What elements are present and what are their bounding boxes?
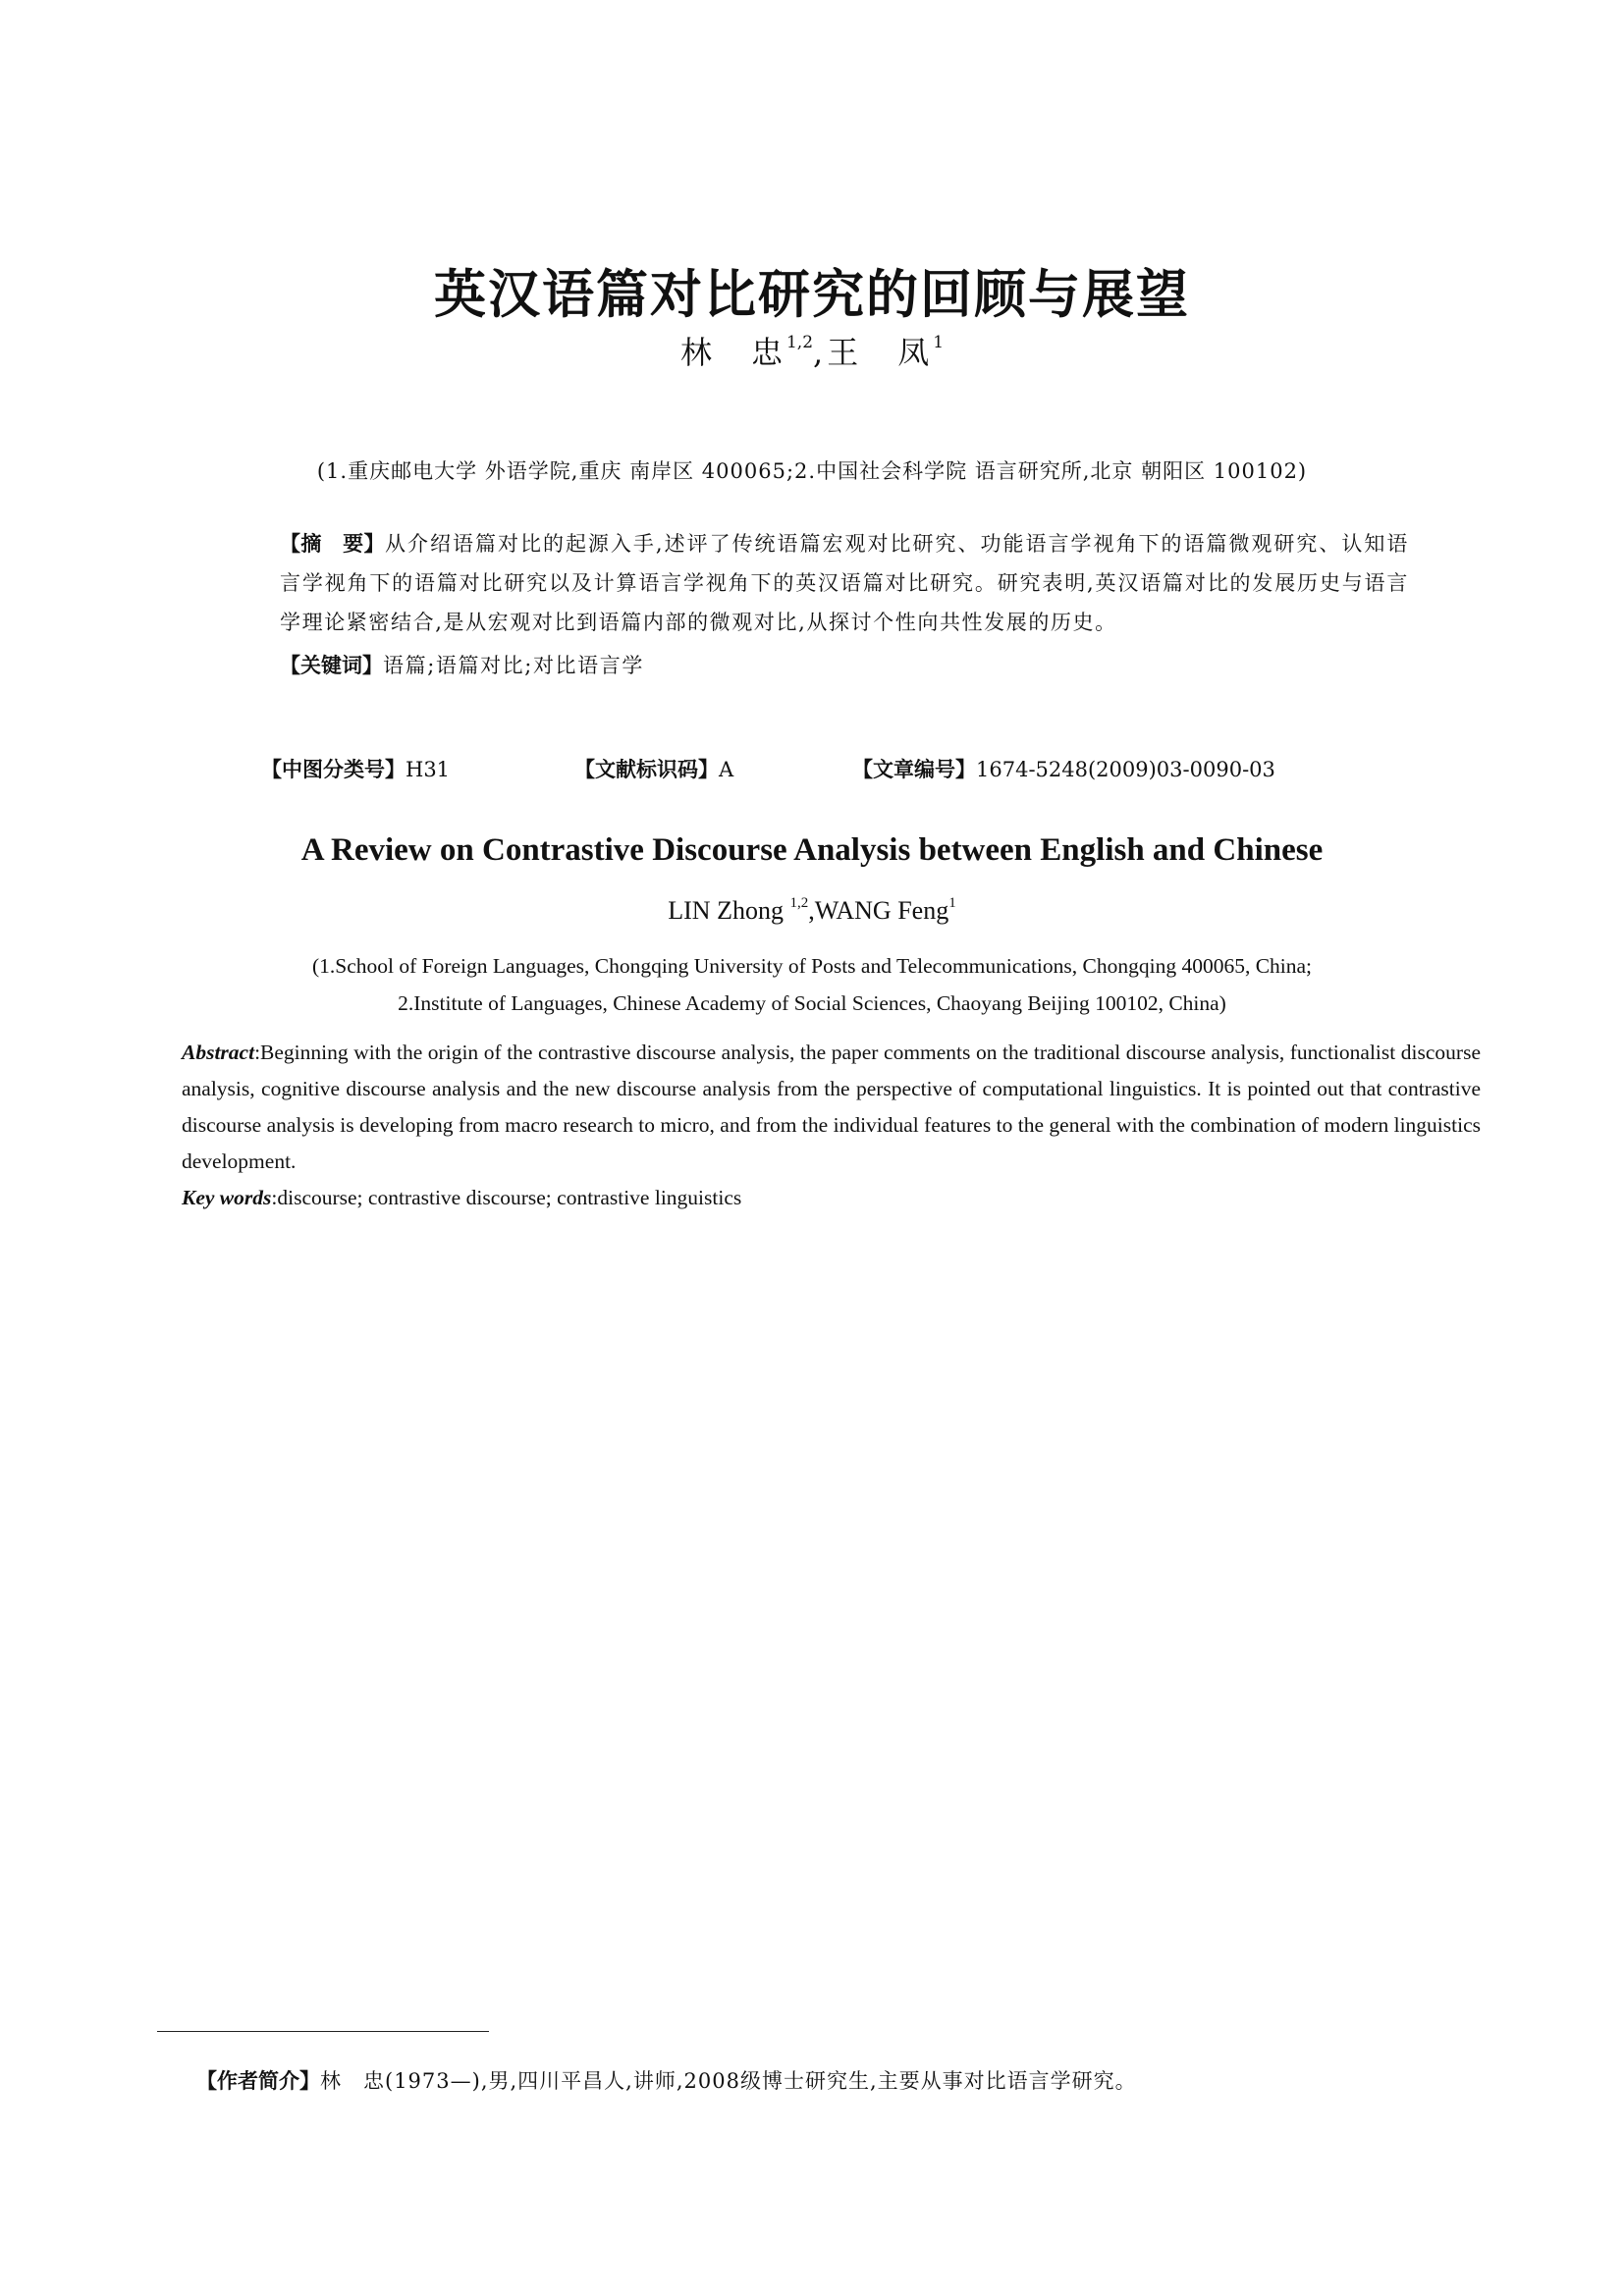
english-keywords-label: Key words — [182, 1186, 272, 1209]
chinese-keywords-label: 【关键词】 — [280, 654, 383, 677]
chinese-abstract-text: 从介绍语篇对比的起源入手,述评了传统语篇宏观对比研究、功能语言学视角下的语篇微观研究、认知语言学视角下的语篇对比研究以及计算语言学视角下的英汉语篇对比研究。研究表明,英汉语篇对比的发展历史与语言学理论紧密结合,是从宏观对比到语篇内部的微观对比,从探讨个性向共性发展的历史。 — [280, 532, 1410, 634]
chinese-abstract-block — [239, 524, 1409, 685]
english-title: A Review on Contrastive Discourse Analysis between English and Chinese — [300, 832, 1324, 868]
author-1-affil-marker: 1,2 — [785, 333, 814, 352]
author-2-affil-marker: 1 — [933, 333, 945, 352]
en-author-2-name: WANG Feng — [814, 896, 949, 925]
english-abstract-text: :Beginning with the origin of the contrastive discourse analysis, the paper comments on the traditional discourse analysis, functionalist discourse analysis, cognitive discourse analysis and the new discourse analysis from the perspective of computational linguistics. It is pointed out that contrastive discourse analysis is developing from macro research to micro, and from the individual features to the general with the combination of modern linguistics development. — [182, 1041, 1481, 1173]
article-number — [852, 754, 1275, 783]
chinese-keywords — [239, 646, 1409, 685]
document-code-value: A — [719, 758, 734, 781]
author-1-name: 林 忠 — [679, 334, 786, 371]
author-2-name: 王 凤 — [827, 334, 934, 371]
en-author-separator: , — [808, 896, 815, 925]
english-keywords — [157, 1180, 1481, 1216]
clc-value: H31 — [406, 758, 451, 781]
clc-label: 【中图分类号】 — [261, 758, 406, 781]
english-affiliation-line-1: (1.School of Foreign Languages, Chongqing University of Posts and Telecommunications, Chongqing 400065, China; — [311, 954, 1313, 978]
english-affiliation-line-2: 2.Institute of Languages, Chinese Academy of Social Sciences, Chaoyang Beijing 100102, China) — [398, 991, 1226, 1015]
chinese-keywords-text: 语篇;语篇对比;对比语言学 — [383, 654, 644, 677]
english-authors — [0, 895, 1624, 926]
en-author-1-affil-marker: 1,2 — [789, 895, 809, 911]
english-abstract-block — [157, 1035, 1481, 1216]
chinese-abstract — [239, 524, 1409, 642]
author-bio-text: 林 忠(1973—),男,四川平昌人,讲师,2008级博士研究生,主要从事对比语言学研究。 — [320, 2069, 1137, 2093]
english-keywords-text: :discourse; contrastive discourse; contrastive linguistics — [271, 1186, 742, 1209]
chinese-affiliation: (1.重庆邮电大学 外语学院,重庆 南岸区 400065;2.中国社会科学院 语言研究所,北京 朝阳区 100102) — [316, 459, 1308, 483]
footnote-separator — [157, 2031, 489, 2032]
chinese-abstract-label: 【摘 要】 — [280, 532, 385, 556]
chinese-title: 英汉语篇对比研究的回顾与展望 — [434, 265, 1190, 325]
english-affiliation — [0, 947, 1624, 1022]
en-author-2-affil-marker: 1 — [948, 895, 956, 911]
article-number-label: 【文章编号】 — [852, 758, 976, 781]
chinese-authors — [0, 328, 1624, 373]
article-number-value: 1674-5248(2009)03-0090-03 — [976, 758, 1275, 781]
author-bio-label: 【作者简介】 — [196, 2069, 320, 2093]
english-abstract — [157, 1035, 1481, 1180]
en-author-1-name: LIN Zhong — [668, 896, 790, 925]
english-abstract-label: Abstract — [182, 1041, 255, 1064]
author-separator: , — [813, 334, 828, 371]
document-code — [574, 754, 733, 783]
clc-number — [261, 754, 450, 783]
author-bio-footnote — [196, 2065, 1137, 2095]
document-code-label: 【文献标识码】 — [574, 758, 719, 781]
